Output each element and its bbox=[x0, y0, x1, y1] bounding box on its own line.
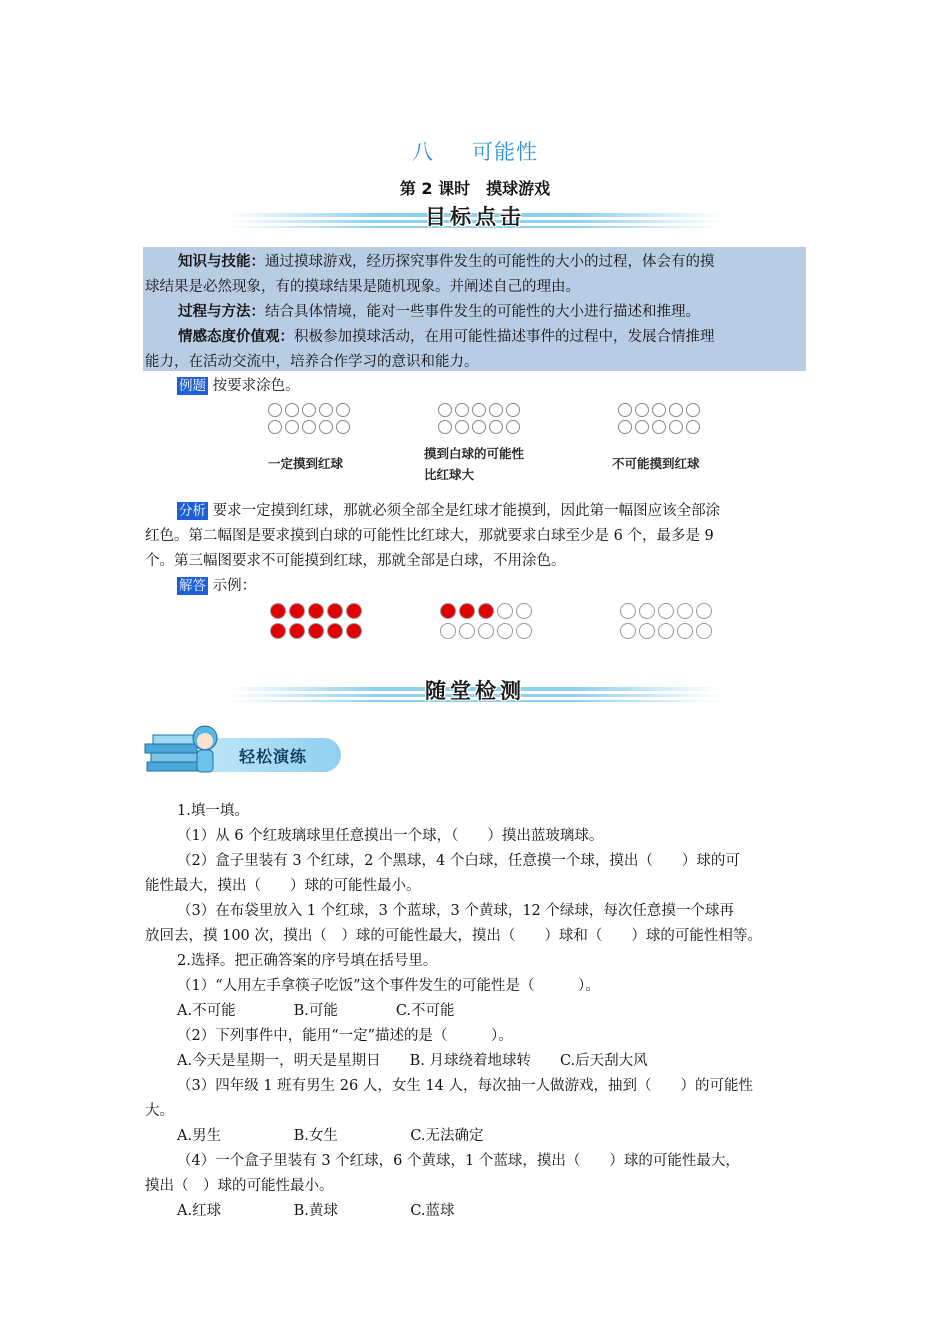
empty-ball bbox=[268, 403, 282, 417]
white-ball bbox=[677, 623, 693, 639]
lesson-number: 第 2 课时 bbox=[399, 179, 471, 198]
analysis-line-1 bbox=[177, 499, 720, 524]
chapter-title bbox=[0, 136, 950, 166]
red-ball bbox=[478, 603, 494, 619]
red-ball bbox=[327, 623, 343, 639]
q2-3-options: A.男生 B.女生 C.无法确定 bbox=[177, 1128, 484, 1144]
empty-ball bbox=[669, 403, 683, 417]
red-ball bbox=[346, 603, 362, 619]
example-circles-1 bbox=[268, 403, 352, 434]
empty-ball bbox=[652, 420, 666, 434]
empty-ball bbox=[618, 403, 632, 417]
goal-process-text: 结合具体情境，能对一些事件发生的可能性的大小进行描述和推理。 bbox=[265, 304, 700, 320]
red-ball bbox=[289, 603, 305, 619]
q2-1: （1）“人用左手拿筷子吃饭”这个事件发生的可能性是（ ）。 bbox=[177, 978, 600, 994]
answer-circles-3 bbox=[620, 603, 714, 639]
q2-2-options: A.今天是星期一，明天是星期日 B. 月球绕着地球转 C.后天刮大风 bbox=[177, 1053, 648, 1069]
red-ball bbox=[459, 603, 475, 619]
white-ball bbox=[639, 623, 655, 639]
red-ball bbox=[308, 603, 324, 619]
example-circles-3 bbox=[618, 403, 702, 434]
caption-certain-red: 一定摸到红球 bbox=[268, 456, 344, 471]
empty-ball bbox=[669, 420, 683, 434]
empty-ball bbox=[336, 420, 350, 434]
red-ball bbox=[289, 623, 305, 639]
empty-ball bbox=[455, 403, 469, 417]
empty-ball bbox=[506, 403, 520, 417]
goal-knowledge-text-1: 通过摸球游戏，经历探究事件发生的可能性的大小的过程，体会有的摸 bbox=[265, 254, 715, 270]
empty-ball bbox=[652, 403, 666, 417]
analysis-tag: 分析 bbox=[179, 503, 206, 519]
chapter-number: 八 bbox=[412, 140, 434, 164]
red-ball bbox=[327, 603, 343, 619]
red-ball bbox=[308, 623, 324, 639]
white-ball bbox=[516, 623, 532, 639]
empty-ball bbox=[686, 420, 700, 434]
red-ball bbox=[270, 623, 286, 639]
empty-ball bbox=[472, 403, 486, 417]
empty-ball bbox=[268, 420, 282, 434]
q2-4-line-2: 摸出（ ）球的可能性最小。 bbox=[145, 1178, 334, 1194]
empty-ball bbox=[618, 420, 632, 434]
lesson-title bbox=[0, 176, 950, 199]
q2-2: （2）下列事件中，能用“一定”描述的是（ ）。 bbox=[177, 1028, 513, 1044]
goals-banner bbox=[228, 197, 722, 233]
analysis-text-1: 要求一定摸到红球，那就必须全部全是红球才能摸到，因此第一幅图应该全部涂 bbox=[212, 503, 721, 519]
q2-4-options: A.红球 B.黄球 C.蓝球 bbox=[177, 1203, 455, 1219]
empty-ball bbox=[635, 403, 649, 417]
white-ball bbox=[696, 603, 712, 619]
test-banner-title: 随堂检测 bbox=[425, 679, 525, 703]
empty-ball bbox=[472, 420, 486, 434]
q2-3-line-2: 大。 bbox=[145, 1103, 174, 1119]
answer-circles-1 bbox=[270, 603, 364, 639]
answer-tag: 解答 bbox=[179, 578, 206, 594]
empty-ball bbox=[285, 420, 299, 434]
books-girl-icon bbox=[143, 718, 239, 778]
empty-ball bbox=[506, 420, 520, 434]
goal-emotion-text-1: 积极参加摸球活动，在用可能性描述事件的过程中，发展合情推理 bbox=[294, 329, 715, 345]
example-circles-2 bbox=[438, 403, 522, 434]
q1-3-line-1: （3）在布袋里放入 1 个红球，3 个蓝球，3 个黄球，12 个绿球，每次任意摸一个球再 bbox=[177, 903, 734, 919]
analysis-text-2: 红色。第二幅图是要求摸到白球的可能性比红球大，那就要求白球至少是 6 个，最多是 9 bbox=[145, 528, 714, 544]
white-ball bbox=[497, 623, 513, 639]
q2-3-line-1: （3）四年级 1 班有男生 26 人，女生 14 人，每次抽一人做游戏，抽到（ ）的可能性 bbox=[177, 1078, 754, 1094]
white-ball bbox=[440, 623, 456, 639]
q2-4-line-1: （4）一个盒子里装有 3 个红球，6 个黄球，1 个蓝球，摸出（ ）球的可能性最大， bbox=[177, 1153, 740, 1169]
white-ball bbox=[639, 603, 655, 619]
answer-circles-2 bbox=[440, 603, 534, 639]
white-ball bbox=[620, 603, 636, 619]
empty-ball bbox=[319, 420, 333, 434]
example-line bbox=[177, 374, 300, 399]
caption-impossible-red: 不可能摸到红球 bbox=[612, 456, 700, 471]
empty-ball bbox=[302, 420, 316, 434]
goal-knowledge-label: 知识与技能： bbox=[178, 254, 265, 270]
red-ball bbox=[346, 623, 362, 639]
caption-white-more-likely-2: 比红球大 bbox=[424, 467, 475, 482]
goals-banner-title: 目标点击 bbox=[425, 205, 525, 229]
q2-title: 2.选择。把正确答案的序号填在括号里。 bbox=[177, 953, 438, 969]
q1-1: （1）从 6 个红玻璃球里任意摸出一个球，（ ）摸出蓝玻璃球。 bbox=[177, 828, 604, 844]
analysis-text-3: 个。第三幅图要求不可能摸到红球，那就全部是白球，不用涂色。 bbox=[145, 553, 566, 569]
practice-label: 轻松演练 bbox=[239, 747, 308, 766]
q1-title: 1.填一填。 bbox=[177, 803, 249, 819]
q2-1-options: A.不可能 B.可能 C.不可能 bbox=[177, 1003, 455, 1019]
white-ball bbox=[677, 603, 693, 619]
goal-knowledge-line-1 bbox=[178, 250, 715, 275]
white-ball bbox=[658, 603, 674, 619]
q1-2-line-2: 能性最大，摸出（ ）球的可能性最小。 bbox=[145, 878, 421, 894]
practice-header bbox=[143, 718, 343, 778]
empty-ball bbox=[489, 403, 503, 417]
goal-knowledge-text-2: 球结果是必然现象，有的摸球结果是随机现象。并阐述自己的理由。 bbox=[145, 279, 580, 295]
empty-ball bbox=[285, 403, 299, 417]
goal-emotion-line-1 bbox=[178, 325, 715, 350]
white-ball bbox=[658, 623, 674, 639]
white-ball bbox=[497, 603, 513, 619]
example-text: 按要求涂色。 bbox=[212, 378, 300, 394]
answer-line bbox=[177, 574, 256, 599]
empty-ball bbox=[336, 403, 350, 417]
empty-ball bbox=[455, 420, 469, 434]
q1-2-line-1: （2）盒子里装有 3 个红球，2 个黑球，4 个白球，任意摸一个球，摸出（ ）球的可 bbox=[177, 853, 740, 869]
white-ball bbox=[620, 623, 636, 639]
caption-white-more-likely-1: 摸到白球的可能性 bbox=[424, 446, 525, 461]
white-ball bbox=[516, 603, 532, 619]
answer-text: 示例： bbox=[212, 578, 257, 594]
empty-ball bbox=[686, 403, 700, 417]
goal-emotion-text-2: 能力，在活动交流中，培养合作学习的意识和能力。 bbox=[145, 354, 479, 370]
red-ball bbox=[270, 603, 286, 619]
white-ball bbox=[696, 623, 712, 639]
empty-ball bbox=[438, 403, 452, 417]
goal-emotion-label: 情感态度价值观： bbox=[178, 329, 294, 345]
empty-ball bbox=[319, 403, 333, 417]
empty-ball bbox=[302, 403, 316, 417]
red-ball bbox=[440, 603, 456, 619]
lesson-name: 摸球游戏 bbox=[486, 179, 551, 198]
goal-process-line bbox=[178, 300, 700, 325]
white-ball bbox=[459, 623, 475, 639]
q1-3-line-2: 放回去，摸 100 次，摸出（ ）球的可能性最大，摸出（ ）球和（ ）球的可能性相等。 bbox=[145, 928, 762, 944]
chapter-name: 可能性 bbox=[472, 140, 538, 164]
empty-ball bbox=[635, 420, 649, 434]
example-tag: 例题 bbox=[179, 378, 206, 394]
test-banner bbox=[228, 671, 722, 707]
goal-process-label: 过程与方法： bbox=[178, 304, 265, 320]
empty-ball bbox=[489, 420, 503, 434]
empty-ball bbox=[438, 420, 452, 434]
white-ball bbox=[478, 623, 494, 639]
